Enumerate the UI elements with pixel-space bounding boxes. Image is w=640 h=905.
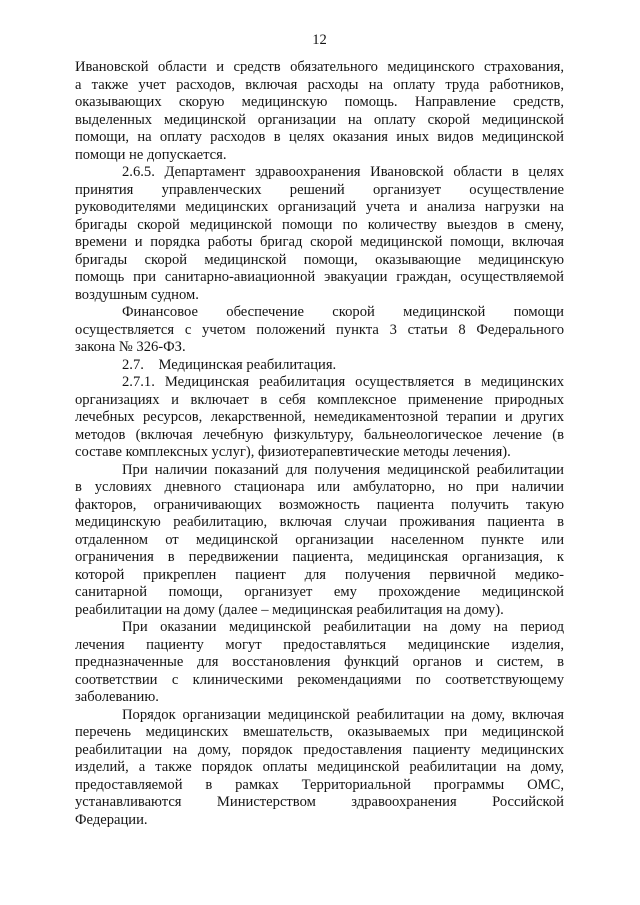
text-line: выделенных медицинской организации на оплату скорой медицинской xyxy=(75,111,564,128)
text-line: факторов, ограничивающих возможность пациента получить такую xyxy=(75,496,564,513)
text-line: 2.6.5. Департамент здравоохранения Ивановской области в целях xyxy=(122,164,564,180)
text-line: заболеванию. xyxy=(75,689,159,705)
text-line: лечения пациенту могут предоставляться медицинские изделия, xyxy=(75,636,564,653)
text-line: бригады скорой медицинской помощи по количеству выездов в смену, xyxy=(75,216,564,233)
paragraph xyxy=(75,59,564,164)
text-line: оказывающих скорую медицинскую помощь. Направление средств, xyxy=(75,94,564,110)
text-line: лечебных ресурсов, лекарственной, немедикаментозной терапии и других xyxy=(75,409,564,425)
paragraph xyxy=(75,619,564,707)
text-line: помощи не допускается. xyxy=(75,146,227,163)
text-line: соответствии с клиническими рекомендациями по соответствующему xyxy=(75,671,564,688)
text-line: а также учет расходов, включая расходы на оплату труда работников, xyxy=(75,76,564,93)
text-line: устанавливаются Министерством здравоохранения Российской xyxy=(75,794,564,810)
text-line: реабилитации на дому, порядок предоставления пациенту медицинских xyxy=(75,741,564,758)
page-number: 12 xyxy=(312,32,327,48)
text-line: бригады скорой медицинской помощи, оказывающие медицинскую xyxy=(75,251,564,268)
text-line: закона № 326-ФЗ. xyxy=(75,339,186,355)
text-line: ограничения в передвижении пациента, медицинская организация, к xyxy=(75,549,564,565)
text-line: предназначенные для восстановления функций органов и систем, в xyxy=(75,654,564,670)
text-line: санитарной помощи, организует ему прохождение медицинской xyxy=(75,584,564,600)
text-line: руководителями медицинских организаций учета и анализа нагрузки на xyxy=(75,199,564,215)
text-line: При оказании медицинской реабилитации на дому на период xyxy=(122,619,564,635)
text-line: организациях и включает в себя комплексное применение природных xyxy=(75,391,564,408)
text-line: 2.7.1. Медицинская реабилитация осуществляется в медицинских xyxy=(122,374,564,390)
text-line: отдаленном от медицинской организации населенном пункте или xyxy=(75,531,564,548)
text-line: воздушным судном. xyxy=(75,286,199,303)
text-line: предоставляемой в рамках Территориальной программы ОМС, xyxy=(75,776,564,793)
paragraph xyxy=(75,164,564,304)
text-line: Финансовое обеспечение скорой медицинской помощи xyxy=(122,304,564,320)
paragraph xyxy=(75,707,564,830)
text-line: в условиях дневного стационара или амбулаторно, но при наличии xyxy=(75,479,564,495)
paragraph xyxy=(75,374,564,462)
text-line: составе комплексных услуг), физиотерапевтические методы лечения). xyxy=(75,444,511,460)
text-line: осуществляется с учетом положений пункта 3 статьи 8 Федерального xyxy=(75,321,564,338)
text-line: реабилитации на дому (далее – медицинская реабилитация на дому). xyxy=(75,601,504,618)
text-line: Порядок организации медицинской реабилитации на дому, включая xyxy=(122,706,564,723)
text-line: 2.7. Медицинская реабилитация. xyxy=(122,356,337,373)
text-line: перечень медицинских вмешательств, оказываемых при медицинской xyxy=(75,724,564,740)
document-body xyxy=(75,59,564,829)
text-line: времени и порядка работы бригад скорой медицинской помощи, включая xyxy=(75,234,564,250)
text-line: Федерации. xyxy=(75,811,148,828)
text-line: Ивановской области и средств обязательного медицинского страхования, xyxy=(75,59,564,75)
paragraph xyxy=(75,304,564,357)
text-line: При наличии показаний для получения медицинской реабилитации xyxy=(122,461,564,478)
paragraph xyxy=(75,357,564,375)
paragraph xyxy=(75,462,564,620)
text-line: помощи, на оплату расходов в целях оказания иных видов медицинской xyxy=(75,129,564,145)
text-line: которой прикреплен пациент для получения первичной медико- xyxy=(75,566,564,583)
text-line: методов (включая лечебную физкультуру, бальнеологическое лечение (в xyxy=(75,426,564,443)
text-line: помощь при санитарно-авиационной эвакуации граждан, осуществляемой xyxy=(75,269,564,285)
text-line: принятия управленческих решений организует осуществление xyxy=(75,181,564,198)
text-line: изделий, а также порядок оплаты медицинской реабилитации на дому, xyxy=(75,759,564,775)
text-line: медицинскую реабилитацию, включая случаи проживания пациента в xyxy=(75,514,564,530)
